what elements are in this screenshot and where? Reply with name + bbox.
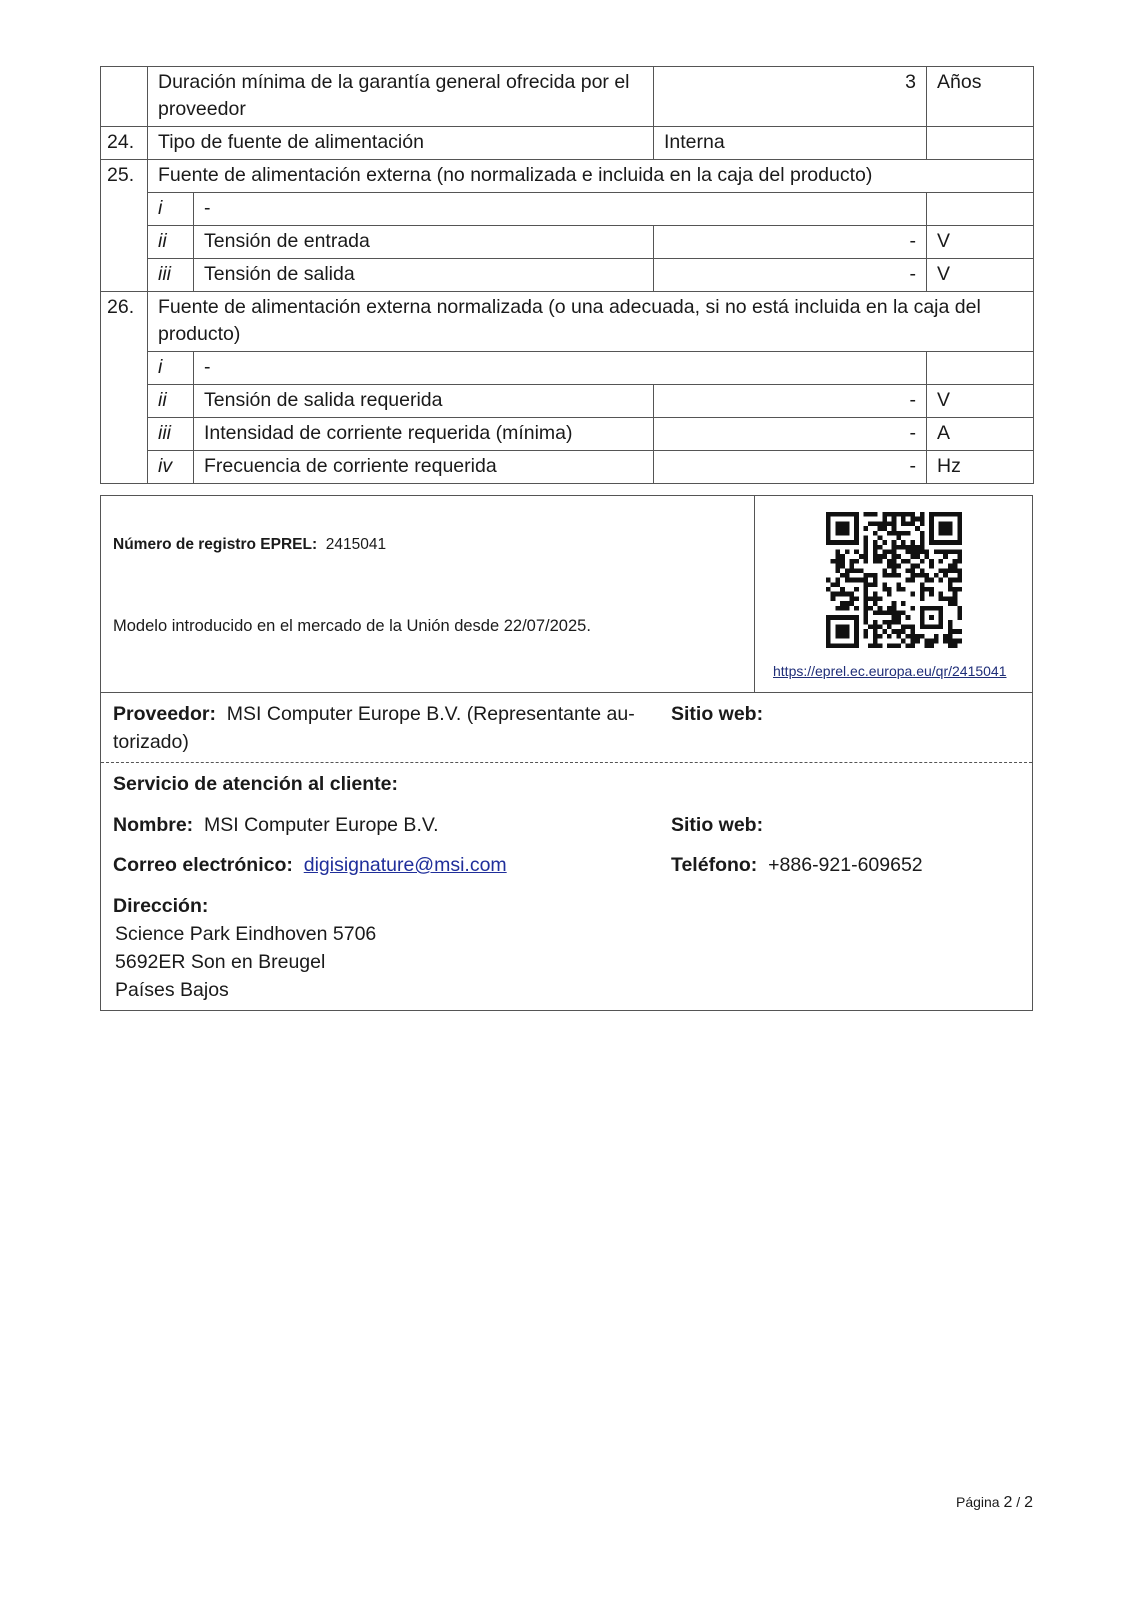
row-label: Tensión de entrada [194,226,654,259]
address-line: 5692ER Son en Breugel [115,951,326,973]
supplier-value: MSI Computer Europe B.V. (Representante au-torizado) [113,703,635,753]
row-number [101,226,148,259]
row-number [101,259,148,292]
table-row [101,418,1034,451]
row-label: Tensión de salida requerida [194,385,654,418]
roman-number: iii [148,418,194,451]
cs-name-label: Nombre: [113,814,194,836]
cs-email-label: Correo electrónico: [113,854,293,876]
row-label: Tipo de fuente de alimentación [148,127,654,160]
row-unit: A [927,418,1034,451]
row-number: 26. [101,292,148,352]
roman-number: iii [148,259,194,292]
row-number [101,418,148,451]
eprel-reg-label: Número de registro EPREL: [113,536,318,553]
address-line: Science Park Eindhoven 5706 [115,923,377,945]
table-row [101,160,1034,193]
warranty-value: 3 [654,67,927,127]
row-number: 25. [101,160,148,193]
row-unit [927,352,1034,385]
row-value: - [654,226,927,259]
qr-url-link[interactable]: https://eprel.ec.europa.eu/qr/2415041 [773,663,1007,679]
table-row [101,292,1034,352]
product-info-table [100,66,1034,484]
roman-number: i [148,352,194,385]
page-total: 2 [1024,1494,1033,1511]
page-current: 2 [1003,1494,1013,1511]
row-label: - [194,352,927,385]
cs-address-label: Dirección: [113,895,209,917]
table-row [101,451,1034,484]
supplier-label: Proveedor: [113,703,216,725]
row-value: - [654,418,927,451]
row-label: Fuente de alimentación externa (no normalizada e incluida en la caja del producto) [148,160,1034,193]
warranty-unit: Años [927,67,1034,127]
row-number [101,67,148,127]
roman-number: iv [148,451,194,484]
roman-number: ii [148,226,194,259]
cs-email [113,851,507,879]
row-unit: V [927,226,1034,259]
cs-phone-value: +886-921-609652 [768,854,923,876]
cs-name [113,811,439,839]
cs-phone [671,851,923,879]
row-label: Frecuencia de corriente requerida [194,451,654,484]
eprel-reg-number: 2415041 [325,536,387,553]
customer-service-title: Servicio de atención al cliente: [113,773,399,795]
cs-phone-label: Teléfono: [671,854,758,876]
roman-number: ii [148,385,194,418]
eprel-section [101,496,1032,693]
row-number [101,352,148,385]
table-row [101,385,1034,418]
row-number: 24. [101,127,148,160]
row-unit: Hz [927,451,1034,484]
table-row [101,259,1034,292]
page-number [956,1494,1033,1512]
supplier-info-sheet [100,495,1033,1011]
warranty-label: Duración mínima de la garantía general ofrecida por el proveedor [148,67,654,127]
cs-name-value: MSI Computer Europe B.V. [204,814,439,836]
market-intro-date: Modelo introducido en el mercado de la Unión desde 22/07/2025. [113,617,591,635]
cs-website [671,811,763,839]
table-row [101,127,1034,160]
table-row [101,67,1034,127]
page-label: Página [956,1494,1000,1510]
row-unit [927,193,1034,226]
row-label: Intensidad de corriente requerida (mínima) [194,418,654,451]
row-value: - [654,385,927,418]
page-sep: / [1016,1494,1021,1510]
row-value: - [654,451,927,484]
row-number [101,193,148,226]
row-label: Fuente de alimentación externa normalizada (o una adecuada, si no está incluida en la caja del producto) [148,292,1034,352]
eprel-registration [113,536,386,554]
row-unit [927,127,1034,160]
table-row [101,352,1034,385]
row-label: Tensión de salida [194,259,654,292]
row-value: Interna [654,127,927,160]
table-row [101,226,1034,259]
supplier-website-label: Sitio web: [671,703,764,725]
supplier-section [101,692,1032,763]
eprel-info [101,496,755,692]
row-value: - [654,259,927,292]
row-number [101,451,148,484]
row-unit: V [927,259,1034,292]
row-label: - [194,193,927,226]
cs-website-label: Sitio web: [671,814,764,836]
row-unit: V [927,385,1034,418]
table-row [101,193,1034,226]
qr-code-icon[interactable] [826,512,962,648]
address-line: Países Bajos [115,979,229,1001]
cs-address [113,892,376,1004]
cs-email-link[interactable]: digisignature@msi.com [303,854,507,876]
supplier-info [113,700,653,756]
roman-number: i [148,193,194,226]
supplier-website [671,700,763,728]
row-number [101,385,148,418]
